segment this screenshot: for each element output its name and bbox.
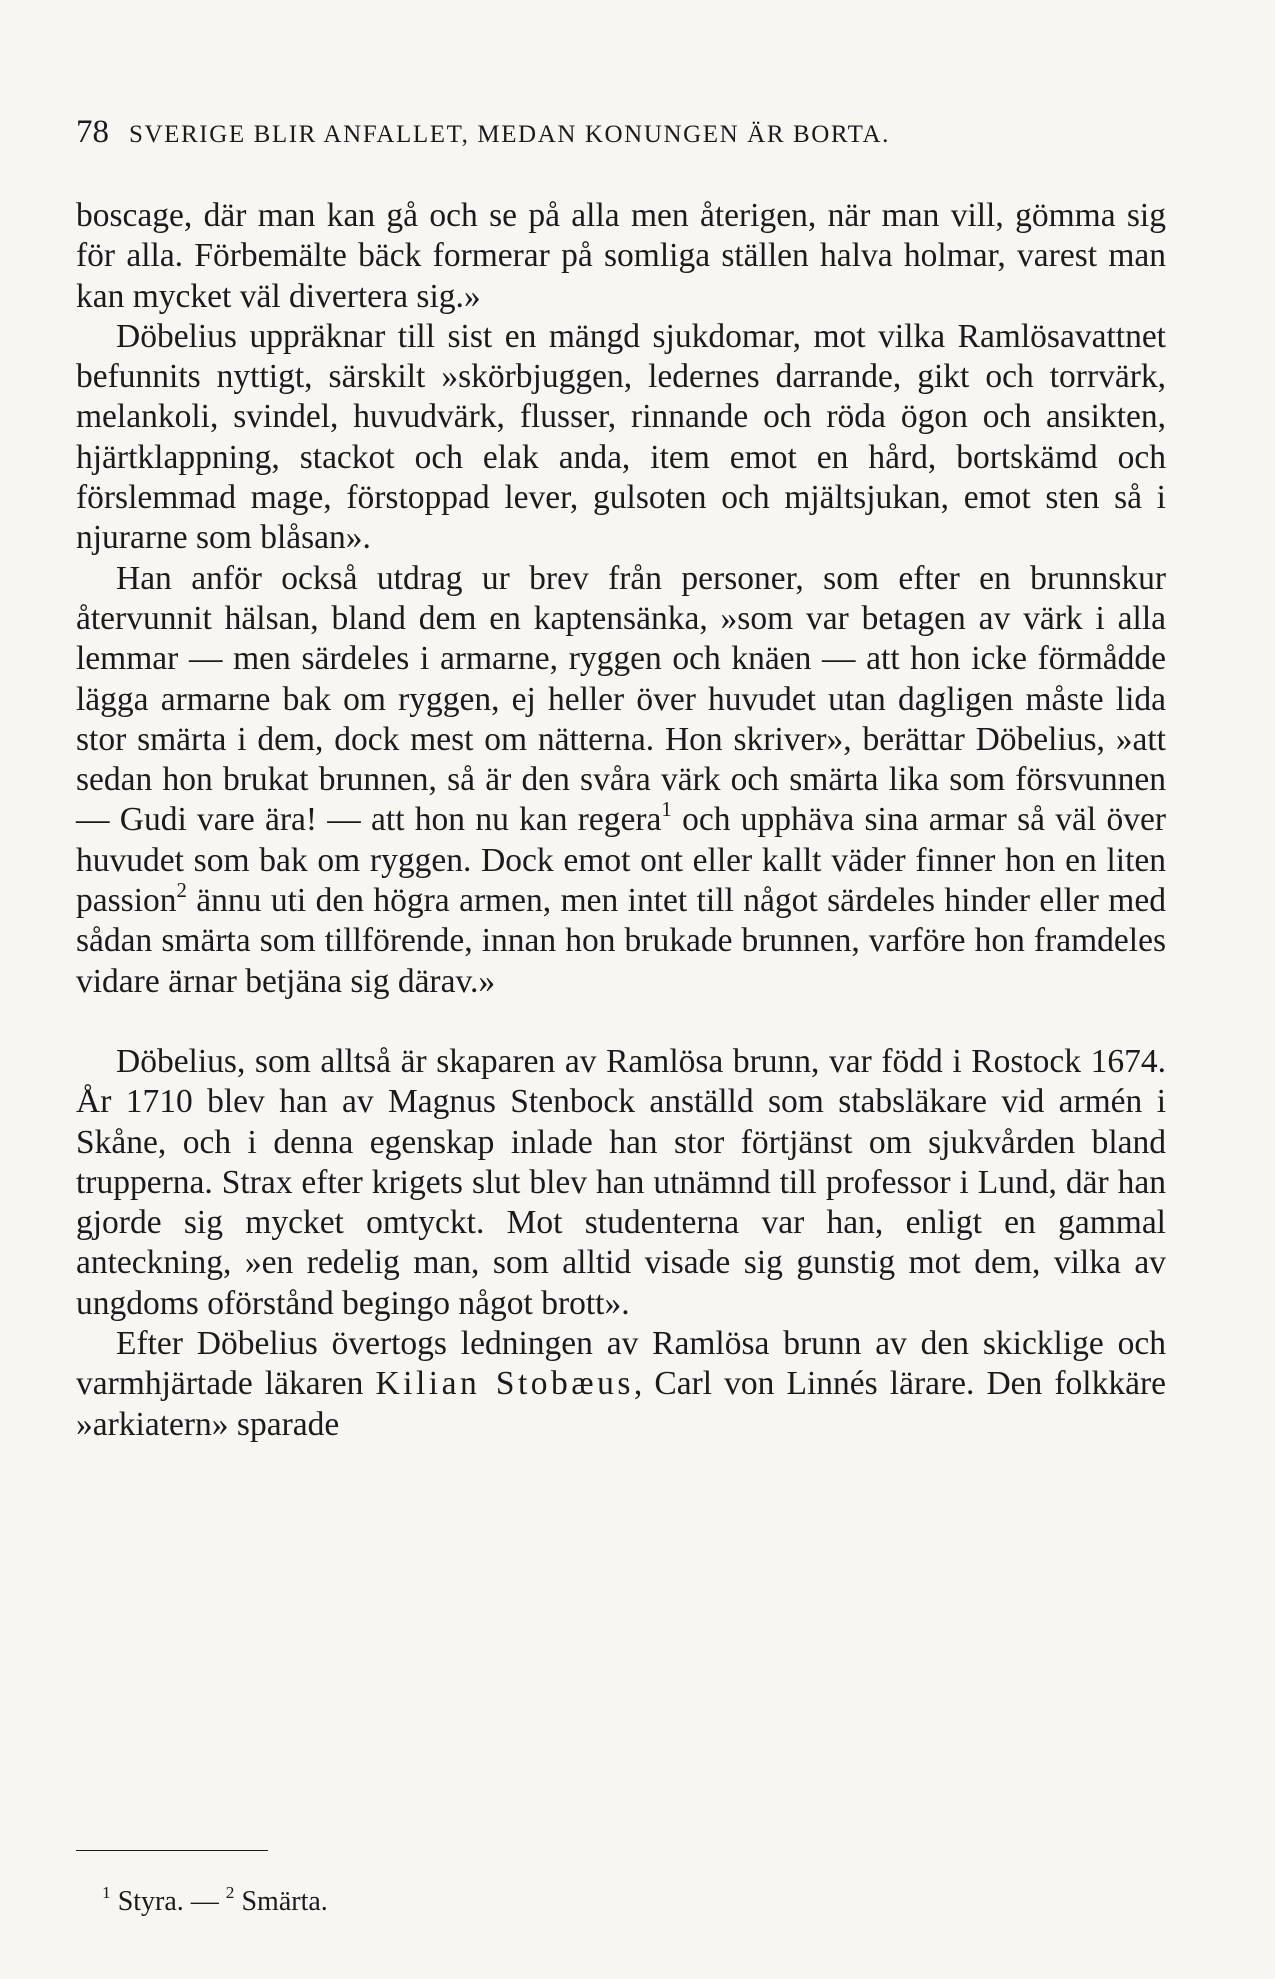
footnote-divider	[76, 1850, 268, 1851]
paragraph-5-part-b: , Carl von Linnés lärare. Den folkkäre »arkiatern» sparade	[76, 1365, 1166, 1443]
paragraph-2: Döbelius uppräknar till sist en mängd sjukdomar, mot vilka Ramlösavattnet befunnits nyttigt, särskilt »skörbjuggen, ledernes darrande, gikt och torrvärk, melankoli, svindel, huvudvärk, flusser, rinnande och röda ögon och ansikten, hjärtklappning, stackot och elak anda, item emot en hård, bortskämd och förslemmad mage, förstoppad lever, gulsoten och mjältsjukan, emot sten så i njurarne som blåsan».	[76, 317, 1166, 557]
running-header	[76, 114, 1176, 151]
footnote-ref-1: 1	[661, 798, 672, 822]
paragraph-1: boscage, där man kan gå och se på alla men återigen, när man vill, gömma sig för alla. Förbemälte bäck formerar på somliga ställen halva holmar, varest man kan mycket väl divertera sig.»	[76, 197, 1166, 315]
page-number: 78	[76, 114, 109, 150]
footnotes	[102, 1882, 902, 1918]
footnote-1-text: Styra. —	[110, 1886, 226, 1917]
body-text	[76, 196, 1166, 1445]
paragraph-3-part-b: och upphäva sina armar så väl över huvudet som bak om ryggen. Dock emot ont eller kallt väder finner hon en liten passion	[76, 801, 1166, 920]
running-title: SVERIGE BLIR ANFALLET, MEDAN KONUNGEN ÄR BORTA.	[129, 121, 891, 148]
footnote-1-mark: 1	[102, 1882, 111, 1902]
paragraph-3-part-a: Han anför också utdrag ur brev från personer, som efter en brunnskur återvunnit hälsan, bland dem en kaptensänka, »som var betagen av värk i alla lemmar — men särdeles i armarne, ryggen och knäen — att hon icke förmådde lägga armarne bak om ryggen, ej heller över huvudet utan dagligen måste lida stor smärta i dem, dock mest om nätterna. Hon skriver», berättar Döbelius, »att sedan hon brukat brunnen, så är den svåra värk och smärta lika som försvunnen — Gudi vare ära! — att hon nu kan regera	[76, 559, 1166, 839]
footnote-ref-2: 2	[176, 878, 187, 902]
paragraph-4: Döbelius, som alltså är skaparen av Ramlösa brunn, var född i Rostock 1674. År 1710 blev han av Magnus Stenbock anställd som stabsläkare vid armén i Skåne, och i denna egenskap inlade han stor förtjänst om sjukvården bland trupperna. Strax efter krigets slut blev han utnämnd till professor i Lund, där han gjorde sig mycket omtyckt. Mot studenterna var han, enligt en gammal anteckning, »en redelig man, som alltid visade sig gunstig mot dem, vilka av ungdoms oförstånd begingo något brott».	[76, 1042, 1166, 1322]
footnote-2-mark: 2	[225, 1882, 235, 1902]
paragraph-3-part-c: ännu uti den högra armen, men intet till något särdeles hinder eller med sådan smärta som tillförende, innan hon brukade brunnen, varföre hon framdeles vidare ärnar betjäna sig därav.»	[76, 882, 1166, 1000]
paragraph-3	[76, 559, 1166, 1002]
person-name: Kilian Stobæus	[375, 1365, 634, 1403]
paragraph-5-part-a: Efter Döbelius övertogs ledningen av Ramlösa brunn av den skicklige och varmhjärtade läkaren	[76, 1325, 1166, 1403]
footnote-2-text: Smärta.	[234, 1886, 328, 1917]
paragraph-5	[76, 1324, 1166, 1445]
